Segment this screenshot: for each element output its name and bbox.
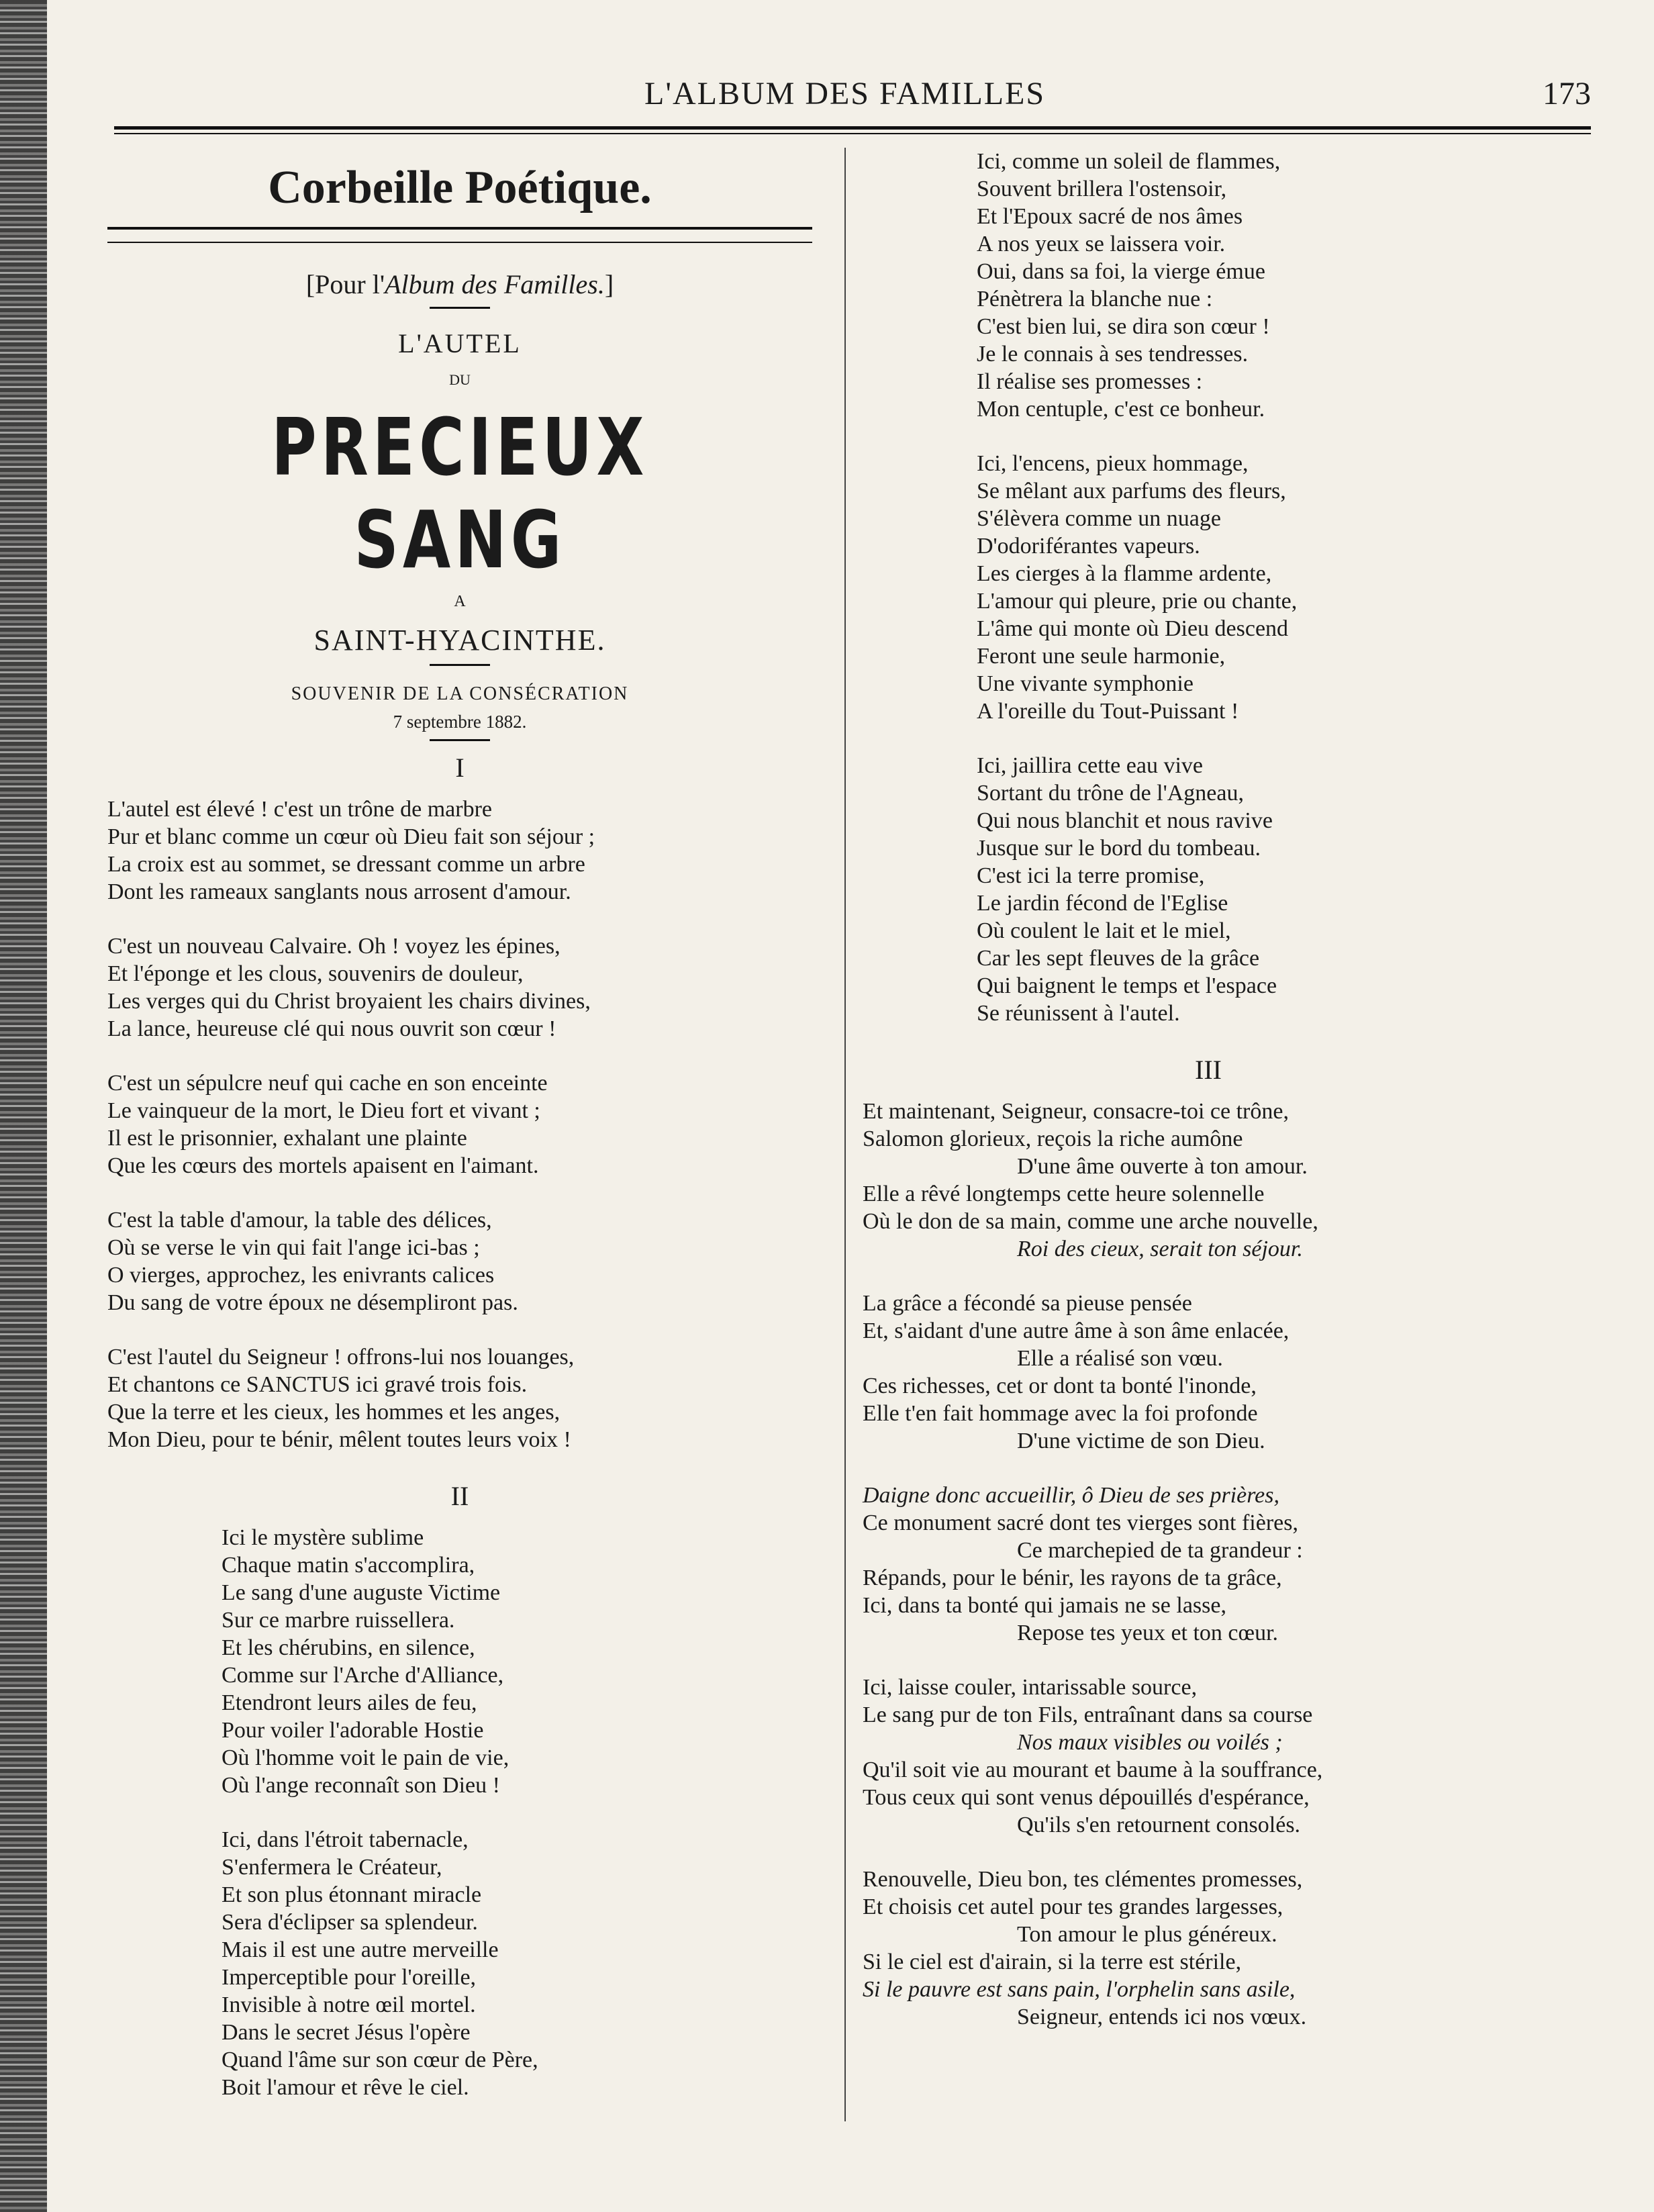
verse-line: Invisible à notre œil mortel. xyxy=(222,1992,476,2017)
verse-line: Les cierges à la flamme ardente, xyxy=(977,561,1272,586)
verse-line: Ici, laisse couler, intarissable source, xyxy=(863,1675,1198,1700)
column-divider xyxy=(844,148,846,2121)
poem-date: 7 septembre 1882. xyxy=(393,712,527,732)
verse-line: Qu'il soit vie au mourant et baume à la souffrance, xyxy=(863,1758,1323,1782)
verse-line: Car les sept fleuves de la grâce xyxy=(977,946,1260,971)
verse-line: Souvent brillera l'ostensoir, xyxy=(977,177,1227,201)
verse-line: Dans le secret Jésus l'opère xyxy=(222,2020,471,2045)
verse-line: Le vainqueur de la mort, le Dieu fort et vivant ; xyxy=(107,1098,540,1123)
verse-line: Elle a réalisé son vœu. xyxy=(1017,1346,1223,1371)
verse-line: L'âme qui monte où Dieu descend xyxy=(977,616,1289,641)
verse-line: A l'oreille du Tout-Puissant ! xyxy=(977,699,1239,724)
verse-line: Il réalise ses promesses : xyxy=(977,369,1203,394)
verse-line: Et maintenant, Seigneur, consacre-toi ce trône, xyxy=(863,1099,1289,1124)
verse-line: Comme sur l'Arche d'Alliance, xyxy=(222,1663,504,1688)
stanza xyxy=(107,1206,812,1316)
verse-line: Si le pauvre est sans pain, l'orphelin sans asile, xyxy=(863,1977,1296,2002)
verse-line: Pur et blanc comme un cœur où Dieu fait son séjour ; xyxy=(107,824,595,849)
verse-line: Feront une seule harmonie, xyxy=(977,644,1226,669)
section-title: Corbeille Poétique. xyxy=(268,162,652,213)
stanza xyxy=(863,1098,1554,1263)
verse-line: Où se verse le vin qui fait l'ange ici-bas ; xyxy=(107,1235,480,1260)
stanza xyxy=(222,1524,812,1799)
verse-line: Sortant du trône de l'Agneau, xyxy=(977,781,1244,806)
verse-line: Mon Dieu, pour te bénir, mêlent toutes leurs voix ! xyxy=(107,1427,571,1452)
verse-line: Qu'ils s'en retournent consolés. xyxy=(1017,1813,1301,1837)
verse-line: Boit l'amour et rêve le ciel. xyxy=(222,2075,469,2100)
stanza xyxy=(977,450,1554,725)
verse-line: Où coulent le lait et le miel, xyxy=(977,918,1231,943)
running-header xyxy=(114,75,1591,115)
verse-line: Ici, comme un soleil de flammes, xyxy=(977,149,1281,174)
stanza xyxy=(222,1826,812,2101)
poem-title-du: DU xyxy=(449,371,471,388)
verse-line: D'une âme ouverte à ton amour. xyxy=(1017,1154,1308,1179)
verse-line: La lance, heureuse clé qui nous ouvrit son cœur ! xyxy=(107,1016,556,1041)
verse-line: A nos yeux se laissera voir. xyxy=(977,232,1226,256)
stanza xyxy=(107,1069,812,1180)
poem-title-precieux-sang: PRECIEUX SANG xyxy=(271,401,648,586)
section-double-rule xyxy=(107,227,812,243)
verse-line: Et son plus étonnant miracle xyxy=(222,1882,482,1907)
part-label: II xyxy=(450,1481,469,1511)
verse-line: Nos maux visibles ou voilés ; xyxy=(1017,1730,1283,1755)
part-label: I xyxy=(455,753,465,783)
verse-line: Dont les rameaux sanglants nous arrosent d'amour. xyxy=(107,879,571,904)
verse-line: Chaque matin s'accomplira, xyxy=(222,1553,475,1578)
stanza xyxy=(977,752,1554,1027)
stanza xyxy=(863,1866,1554,2031)
poem-title-a: A xyxy=(454,593,466,610)
verse-line: Oui, dans sa foi, la vierge émue xyxy=(977,259,1265,284)
verse-line: Et, s'aidant d'une autre âme à son âme enlacée, xyxy=(863,1318,1290,1343)
stanza xyxy=(863,1482,1554,1647)
verse-line: C'est un sépulcre neuf qui cache en son enceinte xyxy=(107,1071,548,1096)
part-label: III xyxy=(1195,1055,1222,1085)
stanza xyxy=(107,796,812,906)
verse-line: La croix est au sommet, se dressant comme un arbre xyxy=(107,852,585,877)
verse-line: Qui nous blanchit et nous ravive xyxy=(977,808,1273,833)
verse-line: C'est l'autel du Seigneur ! offrons-lui nos louanges, xyxy=(107,1345,575,1369)
verse-line: C'est ici la terre promise, xyxy=(977,863,1205,888)
verse-line: Sera d'éclipser sa splendeur. xyxy=(222,1910,478,1935)
dedication-suffix: ] xyxy=(604,269,614,299)
verse-line: Ici, dans ta bonté qui jamais ne se lasse, xyxy=(863,1593,1226,1618)
verse-line: Ici, l'encens, pieux hommage, xyxy=(977,451,1249,476)
verse-line: Je le connais à ses tendresses. xyxy=(977,342,1249,367)
verse-line: L'autel est élevé ! c'est un trône de marbre xyxy=(107,797,492,822)
stanza xyxy=(863,1290,1554,1455)
verse-line: La grâce a fécondé sa pieuse pensée xyxy=(863,1291,1192,1316)
part-1-stanzas xyxy=(107,796,812,1453)
verse-line: L'amour qui pleure, prie ou chante, xyxy=(977,589,1298,614)
dedication-title: Album des Familles. xyxy=(385,269,605,299)
verse-line: Et l'Epoux sacré de nos âmes xyxy=(977,204,1243,229)
left-column xyxy=(107,148,812,2128)
part-2-continued-stanzas xyxy=(863,148,1554,1027)
stanza xyxy=(107,932,812,1043)
verse-line: D'odoriférantes vapeurs. xyxy=(977,534,1200,559)
header-rule-bottom xyxy=(114,133,1591,134)
verse-line: Mais il est une autre merveille xyxy=(222,1937,499,1962)
verse-line: S'élèvera comme un nuage xyxy=(977,506,1221,531)
poem-subtitle: SOUVENIR DE LA CONSÉCRATION xyxy=(291,683,629,704)
verse-line: D'une victime de son Dieu. xyxy=(1017,1429,1265,1453)
verse-line: C'est bien lui, se dira son cœur ! xyxy=(977,314,1270,339)
verse-line: C'est un nouveau Calvaire. Oh ! voyez les épines, xyxy=(107,934,561,959)
verse-line: Et les chérubins, en silence, xyxy=(222,1635,475,1660)
verse-line: Et l'éponge et les clous, souvenirs de douleur, xyxy=(107,961,524,986)
verse-line: Quand l'âme sur son cœur de Père, xyxy=(222,2048,538,2072)
verse-line: Répands, pour le bénir, les rayons de ta grâce, xyxy=(863,1566,1282,1590)
verse-line: Le sang d'une auguste Victime xyxy=(222,1580,501,1605)
verse-line: Ce marchepied de ta grandeur : xyxy=(1017,1538,1303,1563)
page-binding-edge xyxy=(0,0,47,2212)
stanza xyxy=(863,1674,1554,1839)
part-3-stanzas xyxy=(863,1098,1554,2031)
right-column xyxy=(863,148,1554,2058)
verse-line: Si le ciel est d'airain, si la terre est stérile, xyxy=(863,1950,1242,1974)
running-title: L'ALBUM DES FAMILLES xyxy=(644,76,1046,111)
verse-line: Où l'ange reconnaît son Dieu ! xyxy=(222,1773,500,1798)
verse-line: Une vivante symphonie xyxy=(977,671,1194,696)
verse-line: S'enfermera le Créateur, xyxy=(222,1855,442,1880)
stanza xyxy=(977,148,1554,423)
part-2-stanzas xyxy=(107,1524,812,2101)
small-rule xyxy=(430,664,490,666)
verse-line: Qui baignent le temps et l'espace xyxy=(977,973,1277,998)
verse-line: Le jardin fécond de l'Eglise xyxy=(977,891,1228,916)
verse-line: Elle t'en fait hommage avec la foi profonde xyxy=(863,1401,1258,1426)
verse-line: Se mêlant aux parfums des fleurs, xyxy=(977,479,1286,503)
verse-line: Que la terre et les cieux, les hommes et les anges, xyxy=(107,1400,561,1425)
verse-line: Que les cœurs des mortels apaisent en l'aimant. xyxy=(107,1153,539,1178)
small-rule xyxy=(430,739,490,741)
small-rule xyxy=(430,307,490,309)
verse-line: Renouvelle, Dieu bon, tes clémentes promesses, xyxy=(863,1867,1303,1892)
verse-line: Les verges qui du Christ broyaient les chairs divines, xyxy=(107,989,591,1014)
verse-line: C'est la table d'amour, la table des délices, xyxy=(107,1208,492,1233)
verse-line: Jusque sur le bord du tombeau. xyxy=(977,836,1261,861)
verse-line: Salomon glorieux, reçois la riche aumône xyxy=(863,1126,1243,1151)
verse-line: Ton amour le plus généreux. xyxy=(1017,1922,1277,1947)
verse-line: Repose tes yeux et ton cœur. xyxy=(1017,1621,1279,1645)
verse-line: Et chantons ce SANCTUS ici gravé trois fois. xyxy=(107,1372,528,1397)
verse-line: Ici, dans l'étroit tabernacle, xyxy=(222,1827,469,1852)
stanza xyxy=(107,1343,812,1453)
verse-line: Et choisis cet autel pour tes grandes largesses, xyxy=(863,1894,1283,1919)
verse-line: Imperceptible pour l'oreille, xyxy=(222,1965,477,1990)
dedication-prefix: [Pour l' xyxy=(305,269,385,299)
header-rule-top xyxy=(114,126,1591,130)
verse-line: Daigne donc accueillir, ô Dieu de ses prières, xyxy=(863,1483,1279,1508)
verse-line: Pénètrera la blanche nue : xyxy=(977,287,1213,311)
verse-line: Le sang pur de ton Fils, entraînant dans sa course xyxy=(863,1702,1313,1727)
page-number: 173 xyxy=(1543,76,1591,111)
poem-title-autel: L'AUTEL xyxy=(398,328,522,358)
verse-line: Se réunissent à l'autel. xyxy=(977,1001,1180,1026)
verse-line: Où le don de sa main, comme une arche nouvelle, xyxy=(863,1209,1318,1234)
verse-line: Ces richesses, cet or dont ta bonté l'inonde, xyxy=(863,1374,1257,1398)
verse-line: Ici le mystère sublime xyxy=(222,1525,424,1550)
verse-line: Mon centuple, c'est ce bonheur. xyxy=(977,397,1265,422)
verse-line: Du sang de votre époux ne désempliront pas. xyxy=(107,1290,518,1315)
dedication-line xyxy=(107,269,812,300)
verse-line: Elle a rêvé longtemps cette heure solennelle xyxy=(863,1182,1265,1206)
verse-line: Il est le prisonnier, exhalant une plainte xyxy=(107,1126,467,1151)
verse-line: Seigneur, entends ici nos vœux. xyxy=(1017,2005,1307,2029)
poem-title-saint-hyacinthe: SAINT-HYACINTHE. xyxy=(313,624,606,657)
verse-line: Où l'homme voit le pain de vie, xyxy=(222,1745,509,1770)
verse-line: Sur ce marbre ruissellera. xyxy=(222,1608,455,1633)
verse-line: Ce monument sacré dont tes vierges sont fières, xyxy=(863,1510,1298,1535)
verse-line: Roi des cieux, serait ton séjour. xyxy=(1017,1237,1303,1261)
verse-line: Tous ceux qui sont venus dépouillés d'espérance, xyxy=(863,1785,1310,1810)
verse-line: Etendront leurs ailes de feu, xyxy=(222,1690,477,1715)
verse-line: Ici, jaillira cette eau vive xyxy=(977,753,1203,778)
verse-line: O vierges, approchez, les enivrants calices xyxy=(107,1263,495,1288)
verse-line: Pour voiler l'adorable Hostie xyxy=(222,1718,484,1743)
